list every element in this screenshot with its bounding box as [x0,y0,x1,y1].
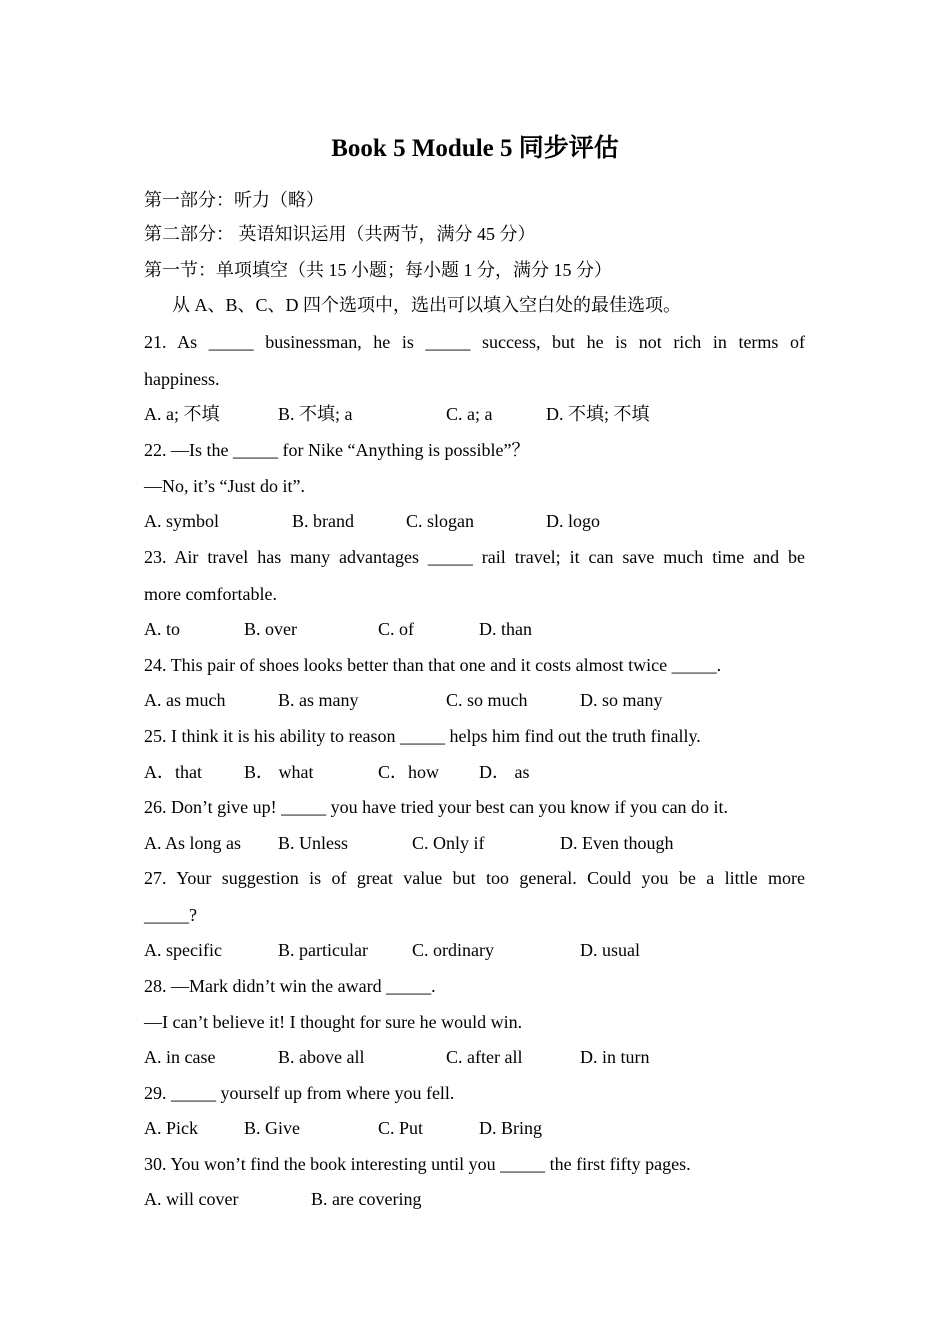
q22-option-d: D. logo [546,511,600,531]
q23-option-b: B. over [244,619,297,639]
q28-option-c: C. after all [446,1047,523,1067]
q25-option-a: A．that [144,762,202,782]
q26-option-a: A. As long as [144,833,242,853]
part1-heading: 第一部分：听力（略） [144,190,324,210]
q22-option-b: B. brand [292,511,354,531]
question-22-text-cont: —No, it’s “Just do it”. [144,476,305,496]
q29-option-c: C. Put [378,1118,424,1138]
question-25-text: 25. I think it is his ability to reason _____ helps him find out the truth finally. [144,726,701,746]
question-28-text: 28. —Mark didn’t win the award _____. [144,976,436,996]
q25-option-c: C．how [378,762,440,782]
q25-option-d: D． as [479,762,530,782]
q25-option-b: B． what [244,762,314,782]
q22-option-c: C. slogan [406,511,475,531]
q30-option-a: A. will cover [144,1189,239,1209]
question-27-text-cont: _____? [144,905,197,925]
question-29-text: 29. _____ yourself up from where you fell. [144,1083,455,1103]
q21-option-c: C. a; a [446,404,493,424]
question-28-text-cont: —I can’t believe it! I thought for sure he would win. [144,1012,523,1032]
q28-option-b: B. above all [278,1047,365,1067]
question-23-text-cont: more comfortable. [144,584,277,604]
section1-heading: 第一节：单项填空（共 15 小题；每小题 1 分，满分 15 分） [144,260,612,280]
q24-option-c: C. so much [446,690,528,710]
q24-option-a: A. as much [144,690,226,710]
q21-option-d: D. 不填; 不填 [546,404,650,424]
q26-option-c: C. Only if [412,833,485,853]
q29-option-d: D. Bring [479,1118,542,1138]
question-27-text: 27. Your suggestion is of great value but too general. Could you be a little more [144,868,805,888]
q21-option-b: B. 不填; a [278,404,353,424]
question-30-text: 30. You won’t find the book interesting until you _____ the first fifty pages. [144,1154,691,1174]
question-26-text: 26. Don’t give up! _____ you have tried your best can you know if you can do it. [144,797,729,817]
q28-option-d: D. in turn [580,1047,650,1067]
q27-option-b: B. particular [278,940,368,960]
q22-option-a: A. symbol [144,511,220,531]
question-22-text: 22. —Is the _____ for Nike “Anything is possible”？ [144,440,530,460]
q24-option-b: B. as many [278,690,359,710]
page-title: Book 5 Module 5 同步评估 [331,135,619,162]
question-23-text: 23. Air travel has many advantages _____ rail travel; it can save much time and be [144,547,805,567]
question-21-text-cont: happiness. [144,369,220,389]
question-24-text: 24. This pair of shoes looks better than that one and it costs almost twice _____. [144,655,722,675]
q27-option-d: D. usual [580,940,640,960]
q26-option-d: D. Even though [560,833,674,853]
part2-heading: 第二部分： 英语知识运用（共两节，满分 45 分） [144,224,536,244]
instructions: 从 A、B、C、D 四个选项中，选出可以填入空白处的最佳选项。 [172,295,682,315]
q27-option-c: C. ordinary [412,940,494,960]
q23-option-d: D. than [479,619,532,639]
q23-option-a: A. to [144,619,180,639]
question-21-text: 21. As _____ businessman, he is _____ success, but he is not rich in terms of [144,332,805,352]
q27-option-a: A. specific [144,940,222,960]
q29-option-a: A. Pick [144,1118,198,1138]
q26-option-b: B. Unless [278,833,349,853]
q24-option-d: D. so many [580,690,663,710]
q30-option-b: B. are covering [311,1189,422,1209]
q29-option-b: B. Give [244,1118,300,1138]
q21-option-a: A. a; 不填 [144,404,220,424]
q28-option-a: A. in case [144,1047,216,1067]
q23-option-c: C. of [378,619,414,639]
